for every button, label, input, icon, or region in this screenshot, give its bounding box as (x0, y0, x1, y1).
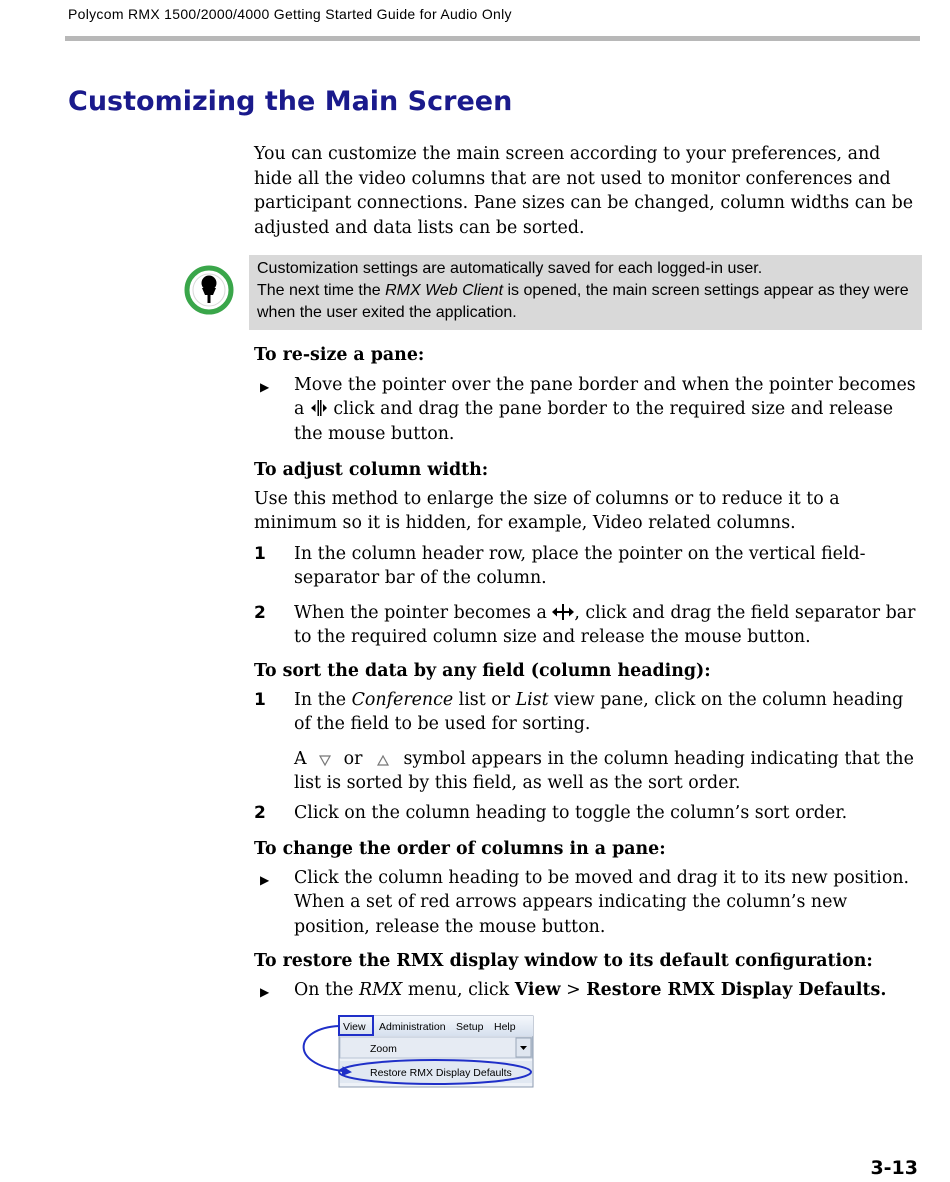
column-width-step-2: 2 When the pointer becomes a , click and drag the field separator bar to the required column size and release the mouse button. (254, 602, 916, 647)
list-emphasis: List (515, 689, 549, 710)
menu-item-administration[interactable]: Administration (379, 1021, 446, 1033)
running-header: Polycom RMX 1500/2000/4000 Getting Started Guide for Audio Only (68, 6, 512, 22)
resize-bullet: ▶ Move the pointer over the pane border and when the pointer becomes a click and drag the pane border to the required size and release the mouse button. (260, 374, 916, 444)
restore-title: To restore the RMX display window to its default configuration: (254, 951, 873, 971)
sort-section (254, 659, 918, 825)
step-number: 2 (254, 802, 266, 823)
column-width-step-1: 1 In the column header row, place the pointer on the vertical field-separator bar of the column. (254, 543, 866, 588)
bullet-arrow-icon: ▶ (260, 379, 270, 394)
menu-item-restore-defaults[interactable]: Restore RMX Display Defaults (370, 1067, 512, 1079)
restore-bullet: ▶ On the RMX menu, click View > Restore RMX Display Defaults. (254, 978, 918, 1003)
page-number: 3-13 (870, 1157, 918, 1179)
sort-step-2: 2 Click on the column heading to toggle the column’s sort order. (254, 801, 918, 826)
header-rule (65, 36, 920, 41)
note-pushpin-icon (183, 264, 235, 316)
step-number: 1 (254, 543, 266, 564)
rmx-emphasis: RMX (359, 979, 403, 1000)
column-width-intro: Use this method to enlarge the size of columns or to reduce it to a minimum so it is hidden, for example, Video related columns. (254, 488, 840, 533)
sort-step-1: 1 In the Conference list or List view pane, click on the column heading of the field to be used for sorting. (254, 689, 904, 734)
note-emphasis: RMX Web Client (385, 282, 504, 299)
step-number: 1 (254, 689, 266, 710)
menu-item-view[interactable]: View (343, 1021, 366, 1033)
order-bullet: ▶ Click the column heading to be moved and drag it to its new position. When a set of red arrows appears indicating the column’s new position, release the mouse button. (260, 867, 910, 937)
note-line-2: The next time the RMX Web Client is opened, the main screen settings appear as they were when the user exited the application. (257, 282, 909, 321)
column-width-section (254, 458, 918, 650)
pane-resize-cursor-icon (310, 399, 328, 417)
order-section (254, 837, 918, 939)
menu-item-setup[interactable]: Setup (456, 1021, 484, 1033)
menu-item-help[interactable]: Help (494, 1021, 516, 1033)
restore-section (254, 949, 918, 1002)
bullet-arrow-icon: ▶ (260, 872, 270, 887)
order-title: To change the order of columns in a pane: (254, 839, 666, 859)
step-number: 2 (254, 602, 266, 623)
column-resize-cursor-icon (552, 603, 574, 621)
section-title: Customizing the Main Screen (68, 86, 513, 117)
menu-item-zoom[interactable]: Zoom (370, 1043, 397, 1055)
sort-ascending-icon (376, 753, 390, 767)
note-line-1: Customization settings are automatically saved for each logged-in user. (257, 260, 763, 277)
column-width-title: To adjust column width: (254, 460, 489, 480)
restore-defaults-ref: Restore RMX Display Defaults. (586, 979, 887, 1000)
intro-paragraph (254, 142, 918, 240)
menu-screenshot (292, 1010, 542, 1095)
sort-descending-icon (318, 753, 332, 767)
intro-text: You can customize the main screen according to your preferences, and hide all the video columns that are not used to monitor conferences and participant connections. Pane sizes can be changed, column widths can be adjusted and data lists can be sorted. (254, 144, 914, 238)
sort-title: To sort the data by any field (column heading): (254, 661, 711, 681)
view-menu-ref: View (514, 979, 561, 1000)
bullet-arrow-icon: ▶ (260, 984, 270, 999)
resize-section (254, 343, 918, 446)
resize-title: To re-size a pane: (254, 345, 425, 365)
sort-step-1-note: A or symbol appears in the column heading indicating that the list is sorted by this field, as well as the sort order. (294, 748, 914, 793)
conference-emphasis: Conference (351, 689, 454, 710)
note-box (249, 255, 922, 330)
